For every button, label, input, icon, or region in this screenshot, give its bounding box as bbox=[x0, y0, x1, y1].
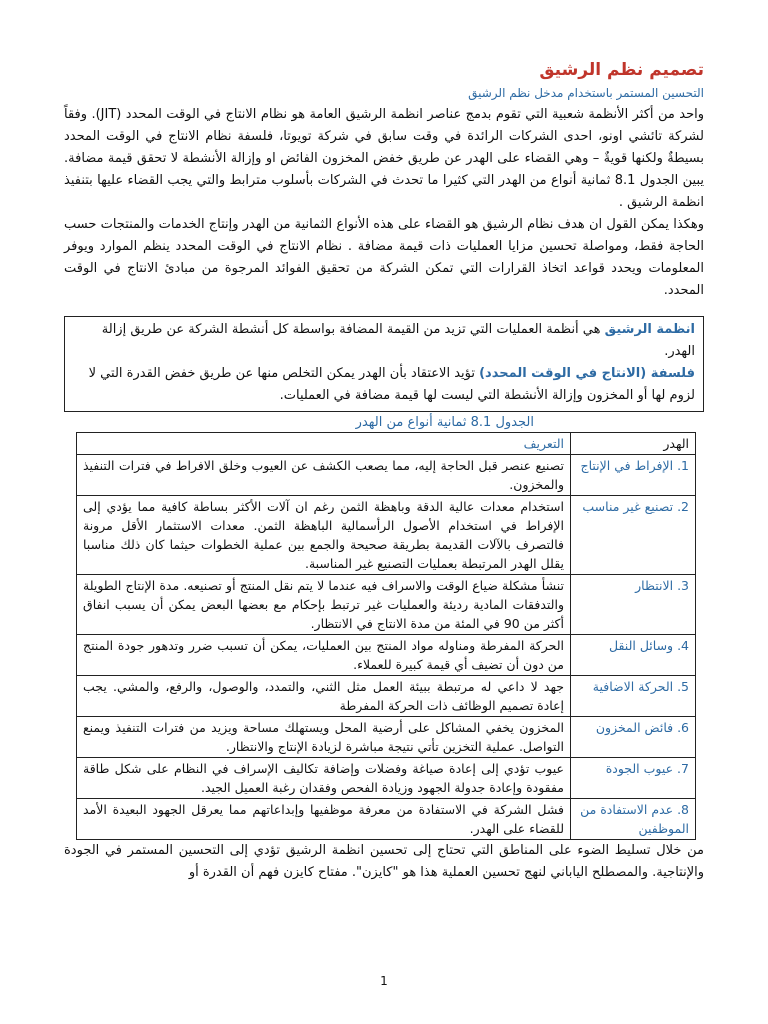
waste-definition: المخزون يخفي المشاكل على أرضية المحل ويستهلك مساحة ويزيد من فترات التنفيذ ويمنع التواصل. عملية التخزين تأتي نتيجة مباشرة لزيادة الإنتاج والانتظار. bbox=[77, 717, 571, 758]
waste-type: 6. فائض المخزون bbox=[571, 717, 696, 758]
document-page bbox=[64, 60, 704, 884]
table-caption: الجدول 8.1 ثمانية أنواع من الهدر bbox=[355, 415, 534, 430]
table-row bbox=[77, 455, 696, 496]
waste-types-table bbox=[76, 432, 696, 840]
jit-definition-text: تؤيد الاعتقاد بأن الهدر يمكن التخلص منها عن طريق خفض القدرة التي لا لزوم لها أو المخزون وإزالة الأنشطة التي ليست لها قيمة مضافة في العمليات. bbox=[88, 366, 695, 403]
page-number: 1 bbox=[380, 974, 388, 988]
jit-term: فلسفة (الانتاج في الوقت المحدد) bbox=[479, 366, 695, 381]
table-row bbox=[77, 676, 696, 717]
table-row bbox=[77, 635, 696, 676]
waste-type: 8. عدم الاستفادة من الموظفين bbox=[571, 799, 696, 840]
table-row bbox=[77, 758, 696, 799]
waste-definition: جهد لا داعي له مرتبطة ببيئة العمل مثل الثني، والتمدد، والوصول، والرفع، والمشي. يجب إعادة تصميم الوظائف ذات الحركة المفرطة bbox=[77, 676, 571, 717]
header-definition: التعريف bbox=[77, 433, 571, 455]
table-row bbox=[77, 575, 696, 635]
closing-paragraph: من خلال تسليط الضوء على المناطق التي تحتاج إلى تحسين انظمة الرشيق تؤدي إلى التحسين المستمر في الجودة والإنتاجية. والمصطلح الياباني لنهج تحسين العملية هذا هو "كايزن". مفتاح كايزن فهم أن القدرة أو bbox=[64, 843, 704, 880]
table-row bbox=[77, 799, 696, 840]
waste-definition: الحركة المفرطة ومناوله مواد المنتج بين العمليات، يمكن أن تسبب ضرر وتدهور جودة المنتج من دون أن تضيف أي قيمة كبيرة للعملاء. bbox=[77, 635, 571, 676]
lean-definition-text: هي أنظمة العمليات التي تزيد من القيمة المضافة بواسطة كل أنشطة الشركة عن طريق إزالة الهدر. bbox=[101, 322, 695, 359]
waste-definition: تنشأ مشكلة ضياع الوقت والاسراف فيه عندما لا يتم نقل المنتج أو تصنيعه. مدة الإنتاج الطويلة والتدفقات المادية رديئة والعمليات غير ترتبط بإحكام مع بعضها البعض يمكن أن يسبب انفاق أكثر من 90 في المئة من مدة الانتاج في الانتظار. bbox=[77, 575, 571, 635]
waste-type: 5. الحركة الاضافية bbox=[571, 676, 696, 717]
definitions-box bbox=[64, 316, 704, 412]
lean-definition bbox=[73, 319, 695, 363]
waste-type: 4. وسائل النقل bbox=[571, 635, 696, 676]
document-title: تصميم نظم الرشيق bbox=[539, 60, 704, 80]
waste-type: 7. عيوب الجودة bbox=[571, 758, 696, 799]
intro-paragraph: واحد من أكثر الأنظمة شعبية التي تقوم بدمج عناصر انظمة الرشيق العامة هو نظام الانتاج في الوقت المحدد (JIT). وفقاً لشركة تائشي اونو، احدى الشركات الرائدة في وقت سابق في شركة تويوتا، فلسفة نظام الانتاج في الوقت المحدد بسيطةٌ ولكنها قويةٌ – وهي القضاء على الهدر عن طريق خفض المخزون الفائض او وإزالة الأنشطة لا تحقق قيمة مضافة. يبين الجدول 8.1 ثمانية أنواع من الهدر التي كثيرا ما تحدث في الشركات بأسلوب مترابط والتي يجب القضاء عليها بتنفيذ انظمة الرشيق . bbox=[64, 107, 704, 210]
jit-definition bbox=[73, 363, 695, 407]
table-row bbox=[77, 717, 696, 758]
waste-type: 2. تصنيع غير مناسب bbox=[571, 496, 696, 575]
waste-type: 1. الإفراط في الإنتاج bbox=[571, 455, 696, 496]
document-subtitle: التحسين المستمر باستخدام مدخل نظم الرشيق bbox=[468, 86, 704, 100]
waste-definition: تصنيع عنصر قبل الحاجة إليه، مما يصعب الكشف عن العيوب وخلق الافراط في فترات التنفيذ والمخزون. bbox=[77, 455, 571, 496]
header-waste: الهدر bbox=[571, 433, 696, 455]
table-row bbox=[77, 496, 696, 575]
waste-definition: استخدام معدات عالية الدقة وباهظة الثمن رغم ان آلات الأكثر بساطة كافية مما يؤدي إلى الإفراط في استخدام الأصول الرأسمالية الباهظة الثمن. معدات الاستثمار الأقل مرونة فالتصرف بالآلات القديمة بطريقة صحيحة والجمع بين عملية الخطوات حيثما كان ذلك مناسبا يقلل الهدر المرتبطة بعمليات التصنيع غير المناسبة. bbox=[77, 496, 571, 575]
second-paragraph: وهكذا يمكن القول ان هدف نظام الرشيق هو القضاء على هذه الأنواع الثمانية من الهدر وإنتاج الخدمات والمنتجات حسب الحاجة فقط، ومواصلة تحسين مزايا العمليات ذات قيمة مضافة . نظام الانتاج في الوقت المحدد ينظم الموارد ويوفر المعلومات ويحدد قواعد اتخاذ القرارات التي تمكن الشركة من تحقيق الفوائد المرجوة من مبادئ الانتاج في الوقت المحدد. bbox=[64, 217, 704, 298]
waste-definition: عيوب تؤدي إلى إعادة صياغة وفضلات وإضافة تكاليف الإسراف في النظام على شكل طاقة مفقودة وإعادة جدولة الجهود وزيادة الفحص وفقدان رغبة العميل الجيد. bbox=[77, 758, 571, 799]
waste-type: 3. الانتظار bbox=[571, 575, 696, 635]
table-header-row bbox=[77, 433, 696, 455]
waste-definition: فشل الشركة في الاستفادة من معرفة موظفيها وإبداعاتهم مما يعرقل الجهود البعيدة الأمد للقضاء على الهدر. bbox=[77, 799, 571, 840]
lean-term: انظمة الرشيق bbox=[604, 322, 695, 337]
